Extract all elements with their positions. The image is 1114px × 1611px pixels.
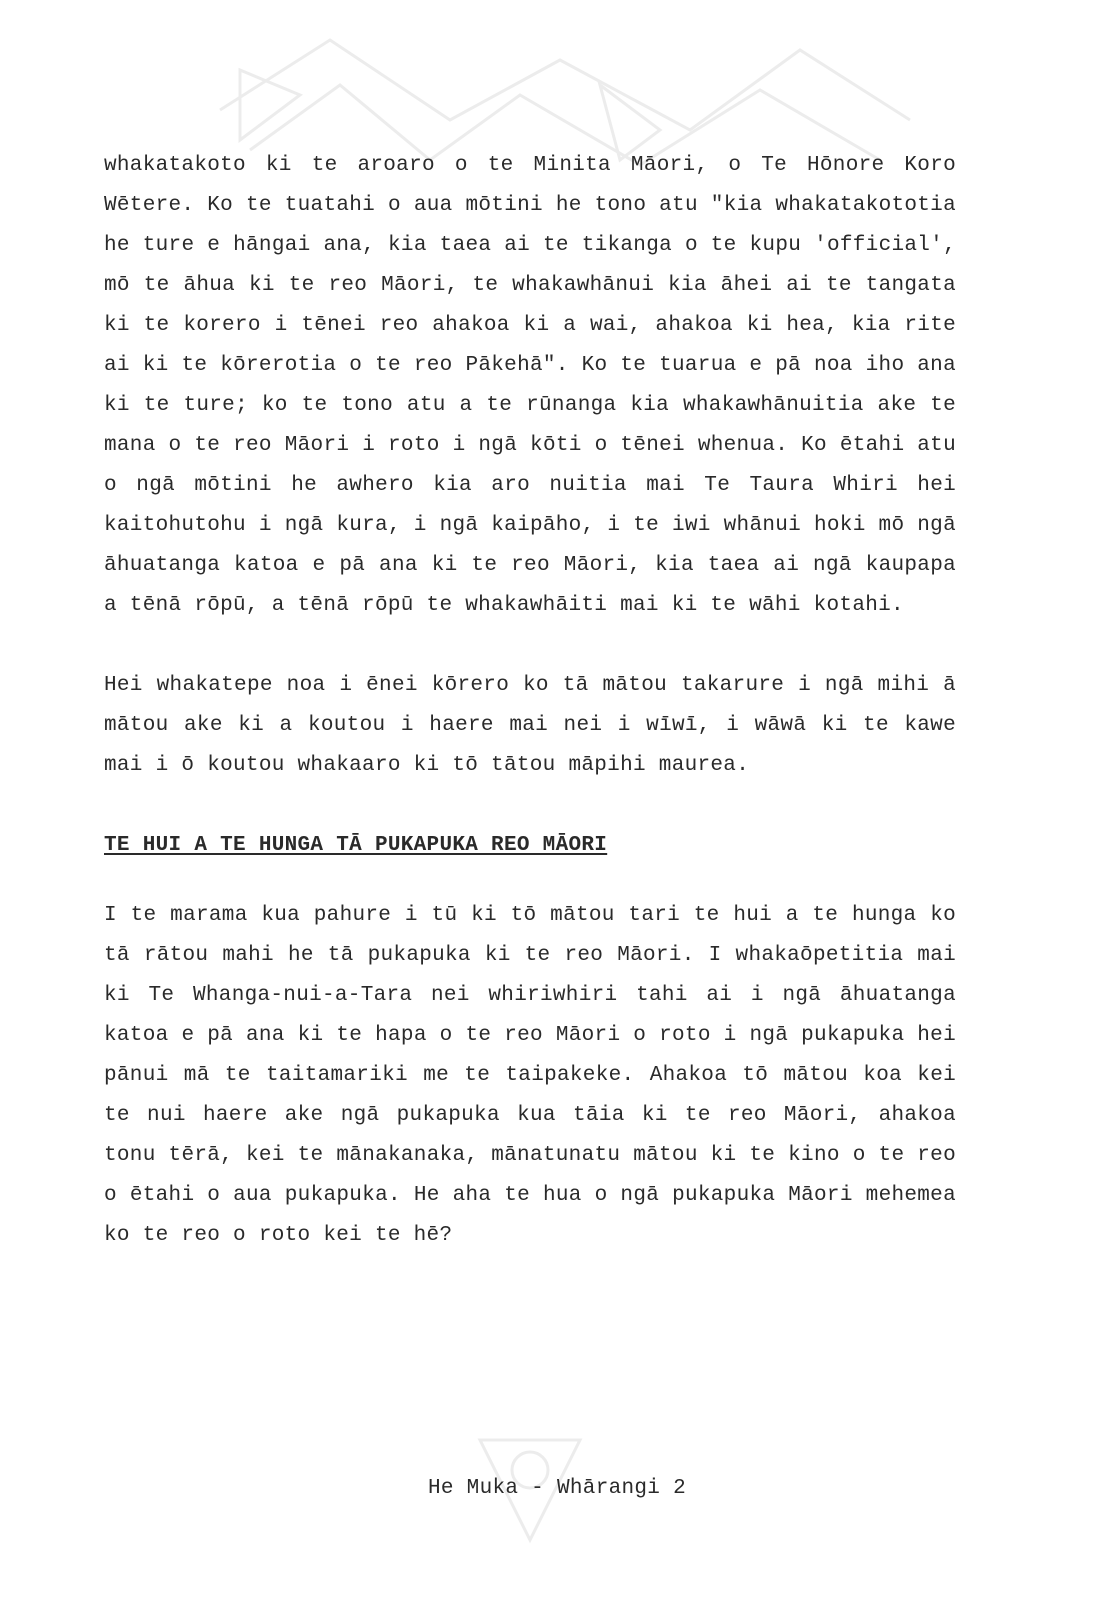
section-heading: TE HUI A TE HUNGA TĀ PUKAPUKA REO MĀORI (104, 834, 608, 857)
paragraph-closing: Hei whakatepe noa i ēnei kōrero ko tā mātou takarure i ngā mihi ā mātou ake ki a koutou i haere mai nei i wīwī, i wāwā ki te kawe mai i ō koutou whakaaro ki tō tātou māpihi maurea. (104, 674, 956, 777)
page-footer: He Muka - Whārangi 2 (427, 1477, 687, 1500)
paragraph-motions: whakatakoto ki te aroaro o te Minita Māori, o Te Hōnore Koro Wētere. Ko te tuatahi o aua mōtini he tono atu "kia whakatakototia he ture e hāngai ana, kia taea ai te tikanga o te kupu 'official', mō te āhua ki te reo Māori, te whakawhānui kia āhei ai te tangata ki te korero i tēnei reo ahakoa ki a wai, ahakoa ki hea, kia rite ai ki te kōrerotia o te reo Pākehā". Ko te tuarua e pā noa iho ana ki te ture; ko te tono atu a te rūnanga kia whakawhānuitia ake te mana o te reo Māori i roto i ngā kōti o tēnei whenua. Ko ētahi atu o ngā mōtini he awhero kia aro nuitia mai Te Taura Whiri hei kaitohutohu i ngā kura, i ngā kaipāho, i te iwi whānui hoki mō ngā āhuatanga katoa e pā ana ki te reo Māori, kia taea ai ngā kaupapa a tēnā rōpū, a tēnā rōpū te whakawhāiti mai ki te wāhi kotahi. (104, 154, 956, 617)
page-body (104, 146, 956, 1256)
paragraph-publishers-meeting: I te marama kua pahure i tū ki tō mātou tari te hui a te hunga ko tā rātou mahi he tā pukapuka ki te reo Māori. I whakaōpetitia mai ki Te Whanga-nui-a-Tara nei whiriwhiri tahi ai i ngā āhuatanga katoa e pā ana ki te hapa o te reo Māori o roto i ngā pukapuka hei pānui mā te taitamariki me te taipakeke. Ahakoa tō mātou koa kei te nui haere ake ngā pukapuka kua tāia ki te reo Māori, ahakoa tonu tērā, kei te mānakanaka, mānatunatu mātou ki te kino o te reo o ētahi o aua pukapuka. He aha te hua o ngā pukapuka Māori mehemea ko te reo o roto kei te hē? (104, 904, 956, 1247)
